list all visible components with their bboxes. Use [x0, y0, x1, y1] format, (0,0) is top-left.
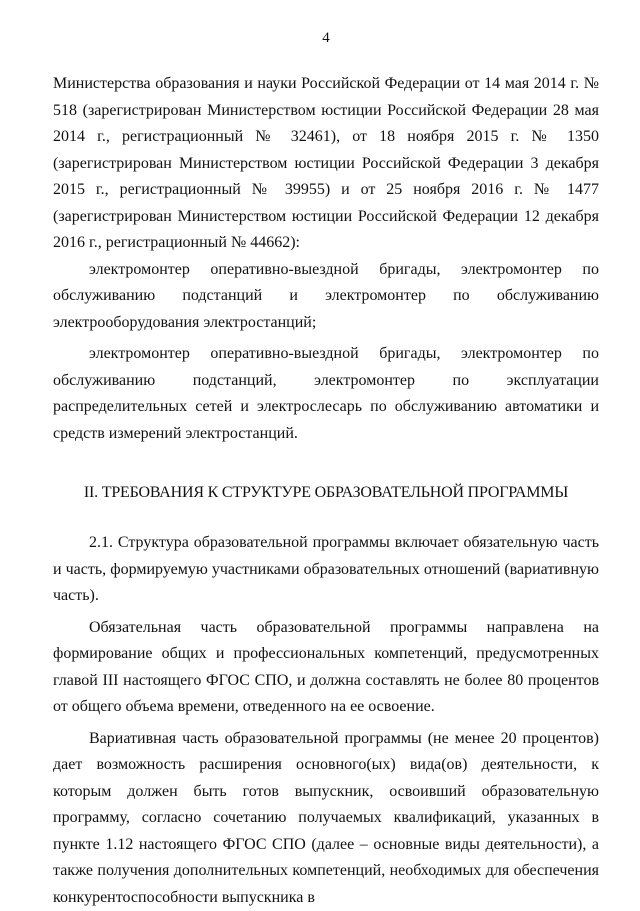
paragraph-2-1: 2.1. Структура образовательной программы включает обязательную часть и часть, формируемую участниками образовательных отношений (вариативную часть). — [53, 530, 599, 610]
paragraph-variable-part: Вариативная часть образовательной программы (не менее 20 процентов) дает возможность расширения основного(ых) вида(ов) деятельности, к которым должен быть готов выпускник, освоивший образовательную программу, согласно сочетанию получаемых квалификаций, указанных в пункте 1.12 настоящего ФГОС СПО (далее – основные виды деятельности), а также получения дополнительных компетенций, необходимых для обеспечения конкурентоспособности выпускника в — [53, 726, 599, 911]
paragraph-qualification-2: электромонтер оперативно-выездной бригады, электромонтер по обслуживанию подстанций, электромонтер по эксплуатации распределительных сетей и электрослесарь по обслуживанию автоматики и средств измерений электростанций. — [53, 341, 599, 447]
page-number: 4 — [53, 30, 599, 47]
paragraph-mandatory-part: Обязательная часть образовательной программы направлена на формирование общих и профессиональных компетенций, предусмотренных главой III настоящего ФГОС СПО, и должна составлять не более 80 процентов от общего объема времени, отведенного на ее освоение. — [53, 615, 599, 721]
section-heading: II. ТРЕБОВАНИЯ К СТРУКТУРЕ ОБРАЗОВАТЕЛЬНОЙ ПРОГРАММЫ — [53, 480, 599, 506]
paragraph-ministry-orders: Министерства образования и науки Российской Федерации от 14 мая 2014 г. № 518 (зарегистрирован Министерством юстиции Российской Федерации 28 мая 2014 г., регистрационный № 32461), от 18 ноября 2015 г. № 1350 (зарегистрирован Министерством юстиции Российской Федерации 3 декабря 2015 г., регистрационный № 39955) и от 25 ноября 2016 г. № 1477 (зарегистрирован Министерством юстиции Российской Федерации 12 декабря 2016 г., регистрационный № 44662): — [53, 71, 599, 257]
paragraph-qualification-1: электромонтер оперативно-выездной бригады, электромонтер по обслуживанию подстанций и электромонтер по обслуживанию электрооборудования электростанций; — [53, 257, 599, 337]
